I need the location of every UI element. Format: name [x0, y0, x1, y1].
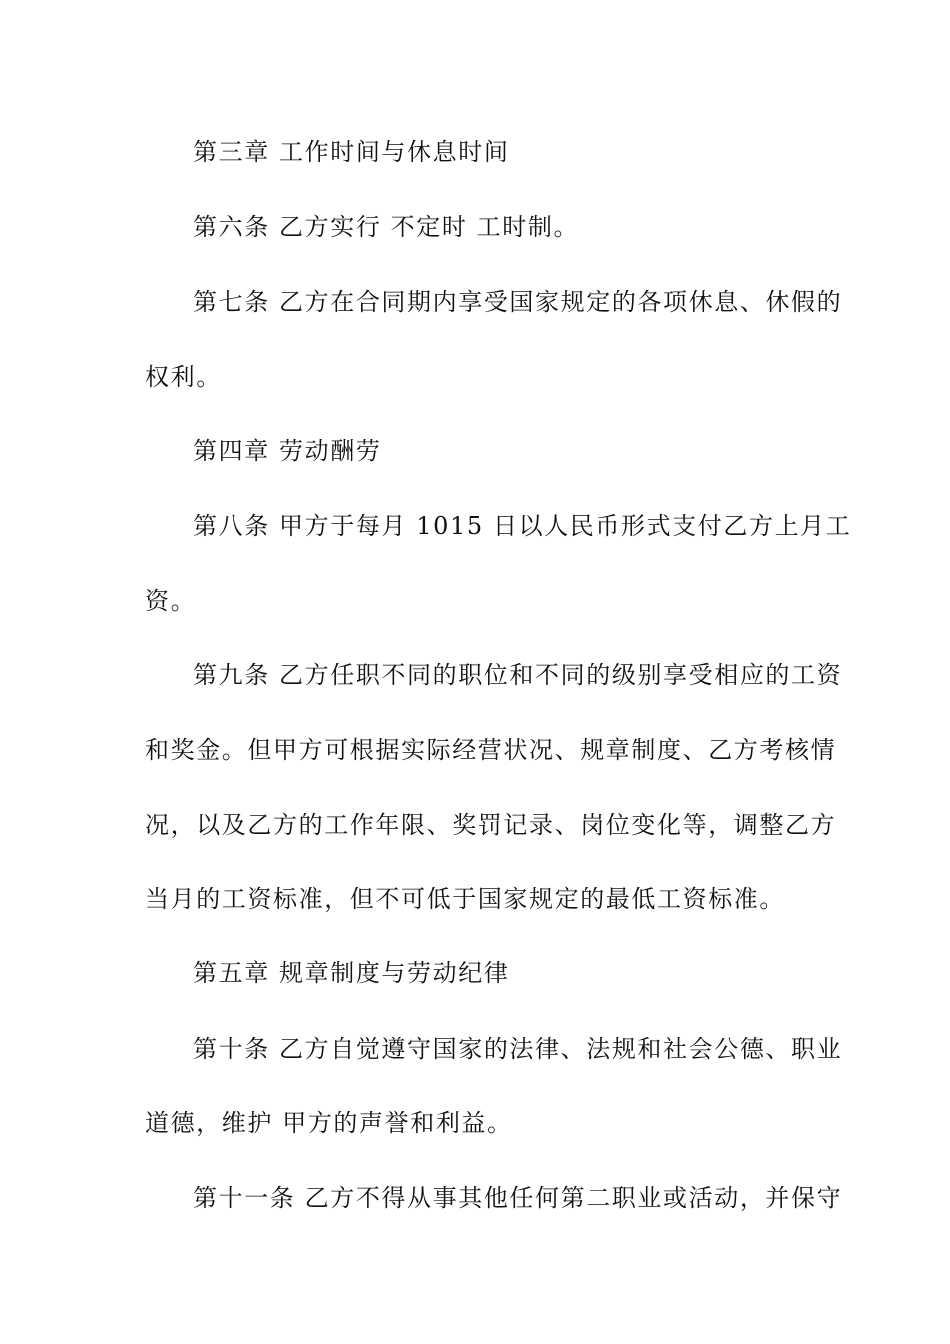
article-9-text-line-3: 况，以及乙方的工作年限、奖罚记录、岗位变化等，调整乙方 [145, 811, 837, 839]
article-7-text-line-2: 权利。 [145, 363, 222, 391]
chapter-4-heading: 第四章 劳动酬劳 [193, 437, 382, 465]
chapter-5-heading: 第五章 规章制度与劳动纪律 [193, 959, 510, 987]
article-9-text-line-1: 第九条 乙方任职不同的职位和不同的级别享受相应的工资 [193, 661, 843, 689]
article-8-text-line-2: 资。 [145, 587, 197, 615]
article-9-text-line-4: 当月的工资标准，但不可低于国家规定的最低工资标准。 [145, 885, 785, 913]
article-6-text: 第六条 乙方实行 不定时 工时制。 [193, 213, 580, 241]
article-10-text-line-2: 道德，维护 甲方的声誉和利益。 [145, 1109, 513, 1137]
article-7-text-line-1: 第七条 乙方在合同期内享受国家规定的各项休息、休假的 [193, 288, 843, 316]
article-11-text-line-1: 第十一条 乙方不得从事其他任何第二职业或活动，并保守 [193, 1184, 843, 1212]
article-9-text-line-2: 和奖金。但甲方可根据实际经营状况、规章制度、乙方考核情 [145, 736, 837, 764]
chapter-3-heading: 第三章 工作时间与休息时间 [193, 138, 510, 166]
article-10-text-line-1: 第十条 乙方自觉遵守国家的法律、法规和社会公德、职业 [193, 1035, 843, 1063]
article-8-text-line-1: 第八条 甲方于每月 1015 日以人民币形式支付乙方上月工 [193, 512, 852, 540]
